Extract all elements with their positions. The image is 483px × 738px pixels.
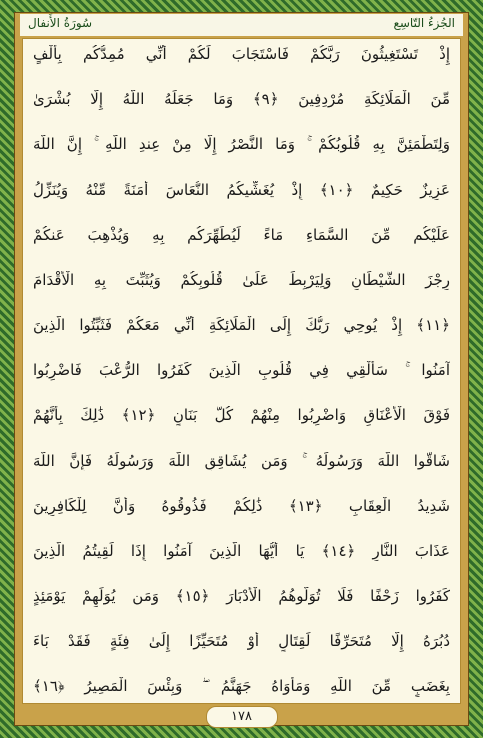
verse-line: إِذْ تَسْتَغِيثُونَ رَبَّكُمْ فَاسْتَجَابَ لَكُمْ أَنِّي مُمِدُّكُم بِأَلْفٍ [33,45,450,63]
juz-title: الجُزءُ التّاسِع [393,16,455,30]
verse-line: رِجْزَ الشَّيْطَانِ وَلِيَرْبِطَ عَلَىٰ قُلُوبِكُمْ وَيُثَبِّتَ بِهِ الْأَقْدَامَ [33,270,450,289]
surah-title: سُورَةُ الأَنفال [28,16,93,30]
verse-line: عَزِيزٌ حَكِيمٌ ﴿١٠﴾ إِذْ يُغَشِّيكُمُ النُّعَاسَ أَمَنَةً مِّنْهُ وَيُنَزِّلُ [33,180,450,199]
page-footer [22,706,461,726]
verse-line: كَفَرُوا زَحْفًا فَلَا تُوَلُّوهُمُ الْأَدْبَارَ ﴿١٥﴾ وَمَن يُوَلِّهِمْ يَوْمَئِذٍ [33,587,450,606]
verse-line: بِغَضَبٍ مِّنَ اللَّهِ وَمَأْوَاهُ جَهَنَّمُ ۖ وَبِئْسَ الْمَصِيرُ ﴿١٦﴾ [33,677,450,696]
verse-lines [33,45,450,697]
verse-line: ﴿١١﴾ إِذْ يُوحِي رَبُّكَ إِلَى الْمَلَائِكَةِ أَنِّي مَعَكُمْ فَثَبِّتُوا الَّذِينَ [33,316,450,335]
page-header [20,14,463,38]
page-number: ١٧٨ [206,706,278,728]
mushaf-page [22,38,461,704]
verse-line: وَلِتَطْمَئِنَّ بِهِ قُلُوبُكُمْ ۚ وَمَا النَّصْرُ إِلَّا مِنْ عِندِ اللَّهِ ۚ إِنَّ اللَّهَ [33,135,450,154]
verse-line: شَاقُّوا اللَّهَ وَرَسُولَهُ ۚ وَمَن يُشَاقِقِ اللَّهَ وَرَسُولَهُ فَإِنَّ اللَّهَ [33,451,450,470]
verse-line: عَذَابَ النَّارِ ﴿١٤﴾ يَا أَيُّهَا الَّذِينَ آمَنُوا إِذَا لَقِيتُمُ الَّذِينَ [33,541,450,560]
verse-line: شَدِيدُ الْعِقَابِ ﴿١٣﴾ ذَٰلِكُمْ فَذُوقُوهُ وَأَنَّ لِلْكَافِرِينَ [33,496,450,515]
verse-line: مِّنَ الْمَلَائِكَةِ مُرْدِفِينَ ﴿٩﴾ وَمَا جَعَلَهُ اللَّهُ إِلَّا بُشْرَىٰ [33,90,450,109]
verse-line: آمَنُوا ۚ سَأُلْقِي فِي قُلُوبِ الَّذِينَ كَفَرُوا الرُّعْبَ فَاضْرِبُوا [33,361,450,380]
verse-line: دُبُرَهُ إِلَّا مُتَحَرِّفًا لِّقِتَالٍ أَوْ مُتَحَيِّزًا إِلَىٰ فِئَةٍ فَقَدْ بَاءَ [33,632,450,651]
verse-line: فَوْقَ الْأَعْنَاقِ وَاضْرِبُوا مِنْهُمْ كُلَّ بَنَانٍ ﴿١٢﴾ ذَٰلِكَ بِأَنَّهُمْ [33,406,450,425]
verse-line: عَلَيْكُم مِّنَ السَّمَاءِ مَاءً لِّيُطَهِّرَكُم بِهِ وَيُذْهِبَ عَنكُمْ [33,225,450,244]
